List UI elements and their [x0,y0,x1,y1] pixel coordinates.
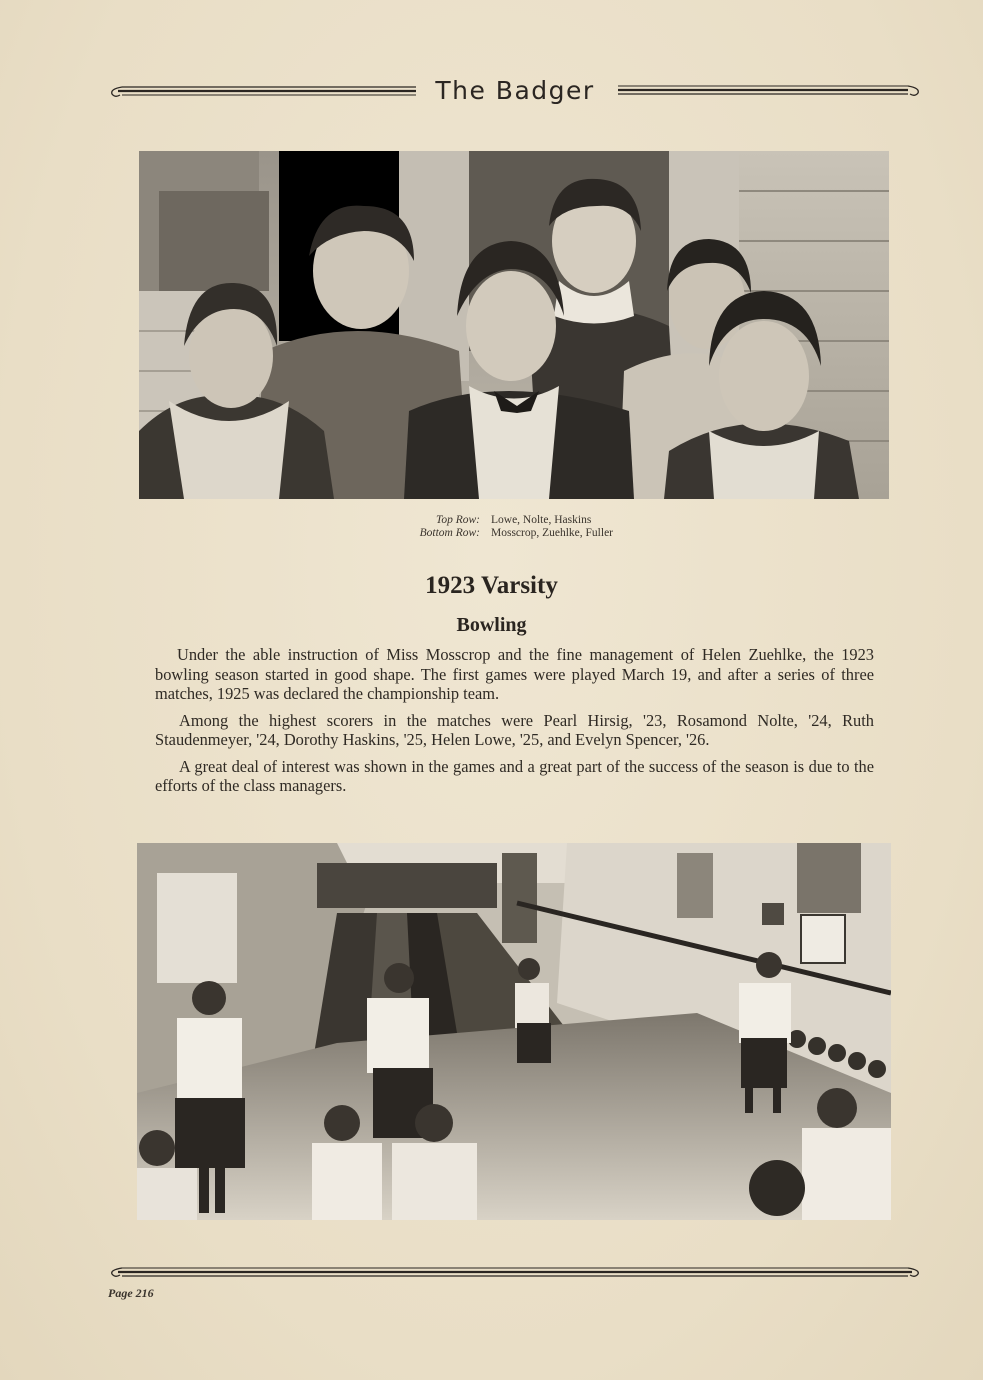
caption-top-row-names: Lowe, Nolte, Haskins [491,514,592,526]
footer-ornament-rule [108,1262,922,1284]
caption-bottom-row [0,527,983,541]
caption-bottom-row-names: Mosscrop, Zuehlke, Fuller [491,527,614,539]
article-paragraph: Under the able instruction of Miss Mosscrop and the fine management of Helen Zuehlke, the 1923 bowling season started in good shape. The first games were played March 19, and after a series of three matches, 1925 was declared the championship team. [155,645,874,703]
article-paragraph: Among the highest scorers in the matches were Pearl Hirsig, '23, Rosamond Nolte, '24, Ruth Staudenmeyer, '24, Dorothy Haskins, '25, Helen Lowe, '25, and Evelyn Spencer, '26. [155,710,874,749]
caption-bottom-row-label: Bottom Row: [419,527,480,539]
bowling-alley-photo [137,843,891,1220]
team-photo-image [139,151,889,499]
article-title: 1923 Varsity [425,572,558,599]
page-number: Page 216 [108,1286,154,1300]
caption-top-row-label: Top Row: [436,514,480,526]
team-photo [139,151,889,499]
article-body [155,645,874,803]
caption-top-row [0,514,983,528]
article-paragraph: A great deal of interest was shown in the games and a great part of the success of the season is due to the efforts of the class managers. [155,756,874,795]
header-title [108,76,922,105]
page-header [108,72,922,112]
header-title-text: The Badger [435,76,595,105]
bowling-alley-photo-image [137,843,891,1220]
article-subtitle: Bowling [456,614,527,636]
